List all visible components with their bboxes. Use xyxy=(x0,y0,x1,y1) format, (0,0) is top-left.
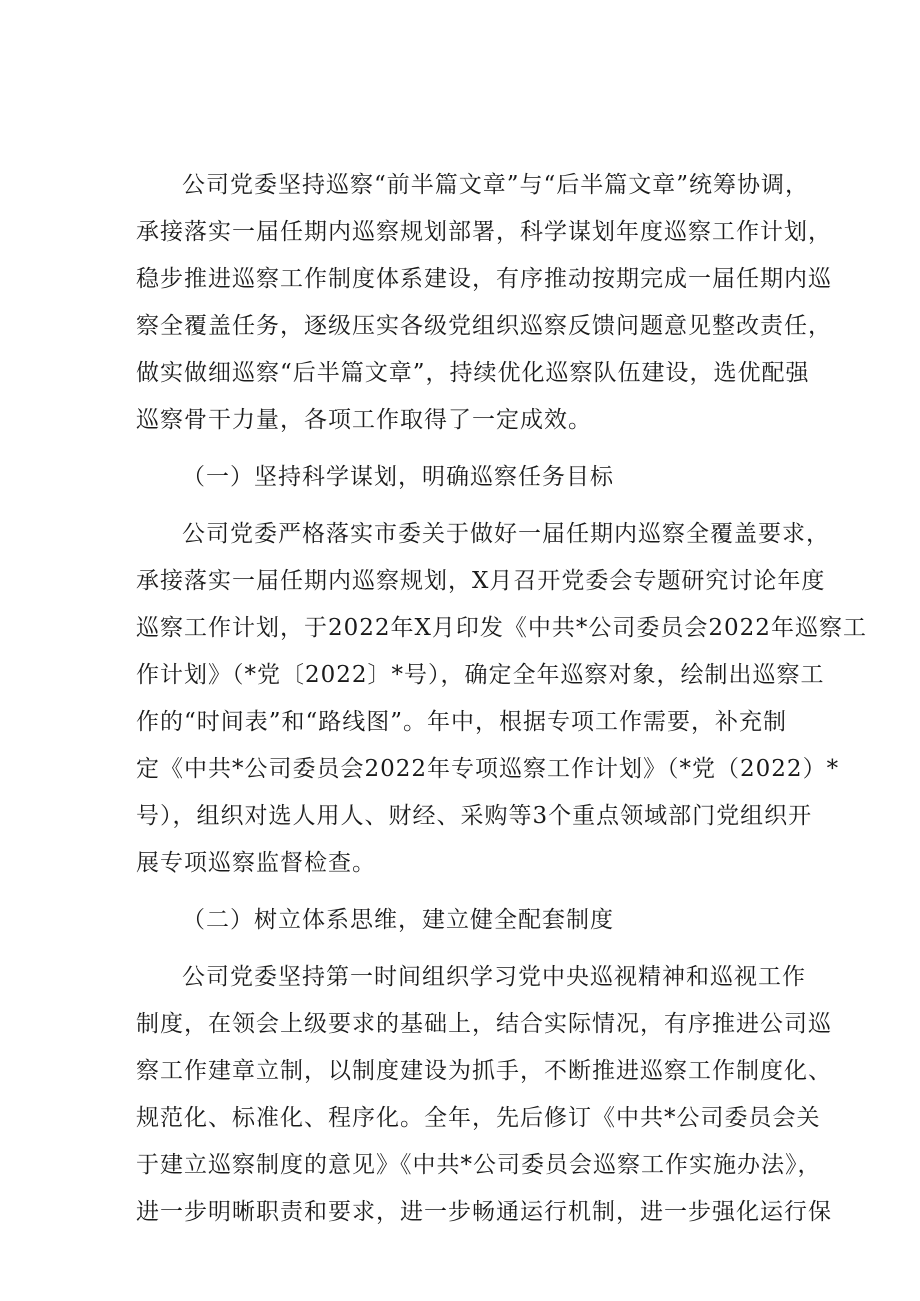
paragraph-line: 察工作建章立制，以制度建设为抓手，不断推进巡察工作制度化、 xyxy=(136,1058,832,1084)
paragraph-line: 承接落实一届任期内巡察规划，X月召开党委会专题研究讨论年度 xyxy=(136,568,826,594)
paragraph-line: 于建立巡察制度的意见》《中共*公司委员会巡察工作实施办法》， xyxy=(136,1152,822,1178)
paragraph-line: 公司党委严格落实市委关于做好一届任期内巡察全覆盖要求， xyxy=(182,521,830,547)
paragraph-line: 察全覆盖任务，逐级压实各级党组织巡察反馈问题意见整改责任， xyxy=(136,313,832,339)
paragraph-line: 号），组织对选人用人、财经、采购等3个重点领域部门党组织开 xyxy=(136,803,813,829)
paragraph-line: 定《中共*公司委员会2022年专项巡察工作计划》（*党（2022）* xyxy=(136,756,840,782)
paragraph-3 xyxy=(136,954,832,1236)
paragraph-2 xyxy=(136,511,867,887)
paragraph-line: 规范化、标准化、程序化。全年，先后修订《中共*公司委员会关 xyxy=(136,1105,821,1131)
paragraph-line: 做实做细巡察“后半篇文章”，持续优化巡察队伍建设，选优配强 xyxy=(136,360,810,386)
paragraph-line: 巡察工作计划，于2022年X月印发《中共*公司委员会2022年巡察工 xyxy=(136,615,867,641)
paragraph-line: 展专项巡察监督检查。 xyxy=(136,850,376,876)
paragraph-line: 作计划》（*党〔2022〕*号），确定全年巡察对象，绘制出巡察工 xyxy=(136,662,825,688)
paragraph-1 xyxy=(136,162,832,444)
section-heading-1: （一）坚持科学谋划，明确巡察任务目标 xyxy=(182,464,614,490)
paragraph-line: 进一步明晰职责和要求，进一步畅通运行机制，进一步强化运行保 xyxy=(136,1199,832,1225)
section-heading-2: （二）树立体系思维，建立健全配套制度 xyxy=(182,907,614,933)
paragraph-line: 承接落实一届任期内巡察规划部署，科学谋划年度巡察工作计划， xyxy=(136,219,832,245)
paragraph-line: 制度，在领会上级要求的基础上，结合实际情况，有序推进公司巡 xyxy=(136,1011,832,1037)
document-body xyxy=(136,162,867,1236)
paragraph-line: 作的“时间表”和“路线图”。年中，根据专项工作需要，补充制 xyxy=(136,709,788,735)
paragraph-line: 公司党委坚持巡察“前半篇文章”与“后半篇文章”统筹协调， xyxy=(182,172,810,198)
paragraph-line: 巡察骨干力量，各项工作取得了一定成效。 xyxy=(136,407,592,433)
paragraph-line: 稳步推进巡察工作制度体系建设，有序推动按期完成一届任期内巡 xyxy=(136,266,832,292)
paragraph-line: 公司党委坚持第一时间组织学习党中央巡视精神和巡视工作 xyxy=(182,964,806,990)
